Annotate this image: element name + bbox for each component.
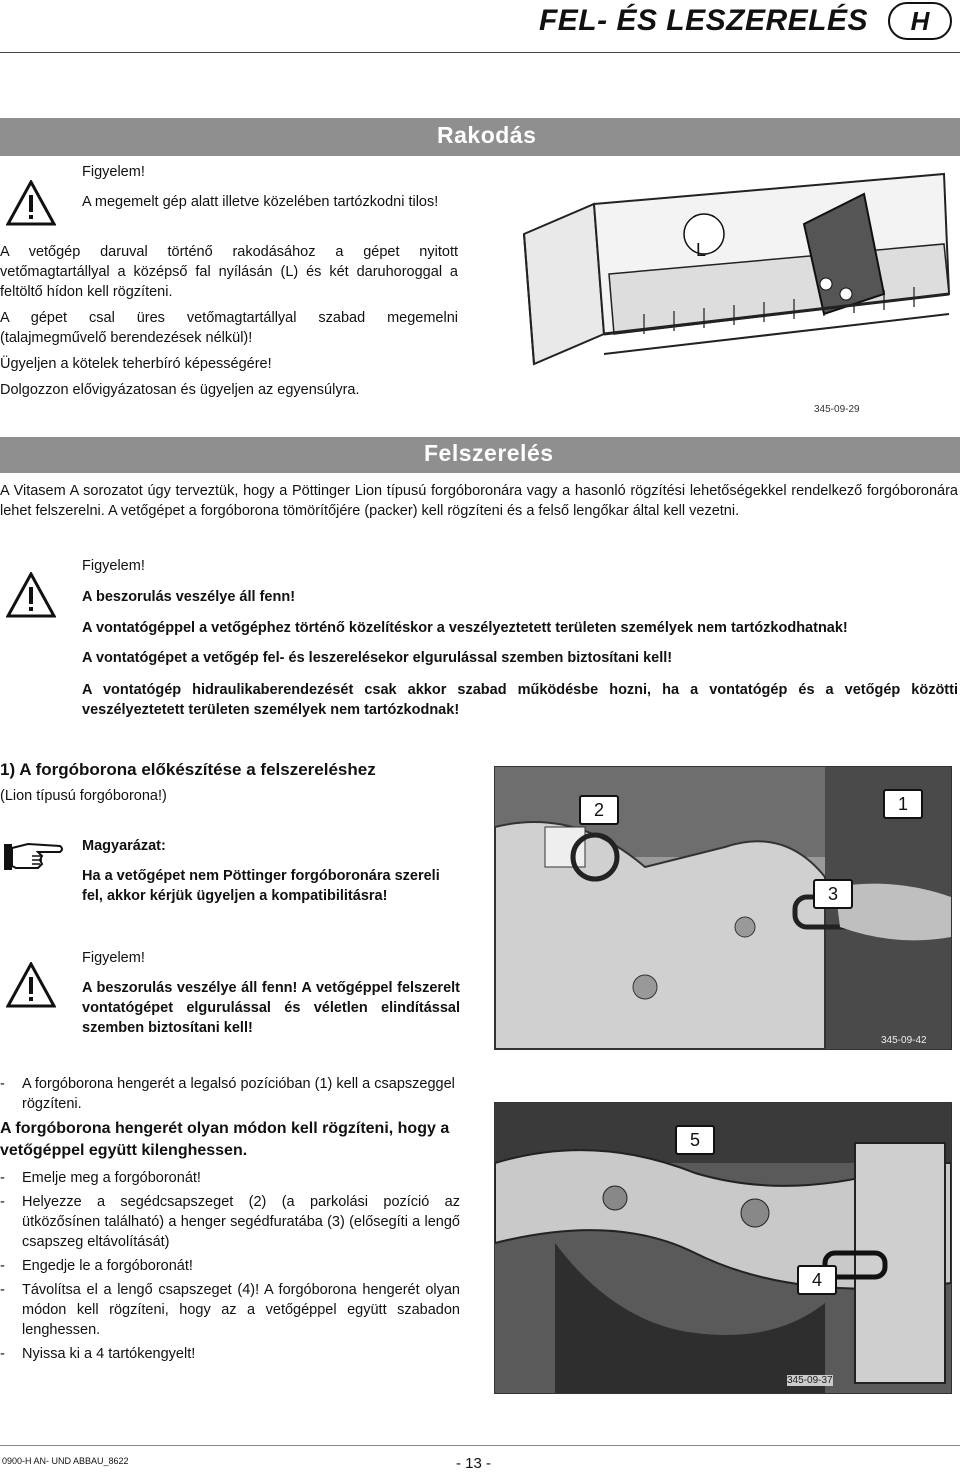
step1-subheading: (Lion típusú forgóborona!)	[0, 788, 167, 804]
photo-pin-detail	[494, 766, 952, 1050]
note-text: Ha a vetőgépet nem Pöttinger forgóboronára szereli fel, akkor kérjük ügyeljen a kompatibilitásra!	[82, 868, 440, 904]
section-heading-rakodas: Rakodás	[437, 122, 537, 148]
section-bar-felszereles	[0, 437, 960, 473]
step1-bold-instruction: A forgóborona hengerét olyan módon kell rögzíteni, hogy a vetőgéppel együtt kilenghessen.	[0, 1120, 450, 1159]
footer-doc-id: 0900-H AN- UND ABBAU_8622	[2, 1456, 129, 1466]
label-l: L	[696, 240, 707, 260]
callout-5: 5	[675, 1125, 715, 1155]
pointing-hand-icon	[2, 838, 64, 874]
warning-triangle-icon	[6, 962, 56, 1008]
felszereles-warning-3: A vontatógépet a vetőgép fel- és leszerelésekor elgurulással szemben biztosítani kell!	[82, 650, 673, 666]
page-header-title: FEL- ÉS LESZERELÉS	[538, 4, 868, 37]
rakodas-paragraph-4: Dolgozzon elővigyázatosan és ügyeljen az egyensúlyra.	[0, 382, 360, 398]
image-ref-2: 345-09-42	[881, 1035, 927, 1046]
rakodas-warning-title: Figyelem!	[82, 164, 145, 180]
section-bar-rakodas	[0, 118, 960, 156]
callout-3: 3	[813, 879, 853, 909]
warning-triangle-icon	[6, 180, 56, 226]
warning-triangle-icon	[6, 572, 56, 618]
felszereles-warning-title: Figyelem!	[82, 558, 145, 574]
rakodas-paragraph-1: A vetőgép daruval történő rakodásához a gépet nyitott vetőmagtartállyal a középső fal nyílásán (L) és két daruhoroggal a feltöltő hídon kell rögzíteni.	[0, 244, 458, 300]
step1-item-4: - Távolítsa el a lengő csapszeget (4)! A forgóborona hengerét olyan módon kell rögzíteni, hogy az a vetőgéppel együtt szabadon lenghessen.	[0, 1280, 460, 1340]
rakodas-paragraph-2: A gépet csal üres vetőmagtartállyal szabad megemelni (talajmegművelő berendezések nélkül)!	[0, 310, 458, 346]
felszereles-intro: A Vitasem A sorozatot úgy terveztük, hogy a Pöttinger Lion típusú forgóboronára vagy a hasonló rögzítési lehetőségekkel rendelkező forgóboronára lehet felszerelni. A vetőgépet a forgóborona tömörítőjére (packer) kell rögzíteni és a felső lengőkar által kell vezetni.	[0, 483, 958, 519]
felszereles-warning-4: A vontatógép hidraulikaberendezését csak akkor szabad működésbe hozni, ha a vontatógép és a vetőgép közötti veszélyeztetett területen személyek nem tartózkodnak!	[82, 682, 958, 718]
image-ref-1: 345-09-29	[814, 404, 860, 415]
note-title: Magyarázat:	[82, 838, 166, 854]
section-heading-felszereles: Felszerelés	[424, 440, 554, 466]
step1-item-0: - A forgóborona hengerét a legalsó pozícióban (1) kell a csapszeggel rögzíteni.	[0, 1074, 460, 1114]
image-ref-3: 345-09-37	[787, 1375, 833, 1386]
callout-4: 4	[797, 1265, 837, 1295]
step1-item-2: - Helyezze a segédcsapszeget (2) (a parkolási pozíció az ütközősínen található) a henger segédfuratába (3) (elősegíti a lengő csapszeg eltávolítását)	[0, 1192, 460, 1252]
step1-item-3: - Engedje le a forgóboronát!	[0, 1256, 460, 1276]
step1-warning-title: Figyelem!	[82, 950, 145, 966]
callout-2: 2	[579, 795, 619, 825]
step1-warning-text: A beszorulás veszélye áll fenn! A vetőgéppel felszerelt vontatógépet elgurulással és véletlen elindítással szemben biztosítani kell!	[82, 980, 460, 1036]
machine-loading-illustration	[494, 164, 950, 420]
step1-item-5: - Nyissa ki a 4 tartókengyelt!	[0, 1344, 460, 1364]
callout-1: 1	[883, 789, 923, 819]
rakodas-paragraph-3: Ügyeljen a kötelek teherbíró képességére!	[0, 356, 272, 372]
header-divider	[0, 52, 960, 53]
step1-heading: 1) A forgóborona előkészítése a felszereléshez	[0, 760, 376, 779]
step1-item-1: - Emelje meg a forgóboronát!	[0, 1168, 460, 1188]
felszereles-warning-2: A vontatógéppel a vetőgéphez történő közelítéskor a veszélyeztetett területen személyek nem tartózkodhatnak!	[82, 620, 848, 636]
page-number: - 13 -	[456, 1455, 492, 1472]
photo-roller-detail	[494, 1102, 952, 1394]
rakodas-warning-text: A megemelt gép alatt illetve közelében tartózkodni tilos!	[82, 194, 439, 210]
felszereles-warning-1: A beszorulás veszélye áll fenn!	[82, 589, 296, 605]
footer-divider	[0, 1445, 960, 1446]
language-badge: H	[888, 2, 952, 40]
